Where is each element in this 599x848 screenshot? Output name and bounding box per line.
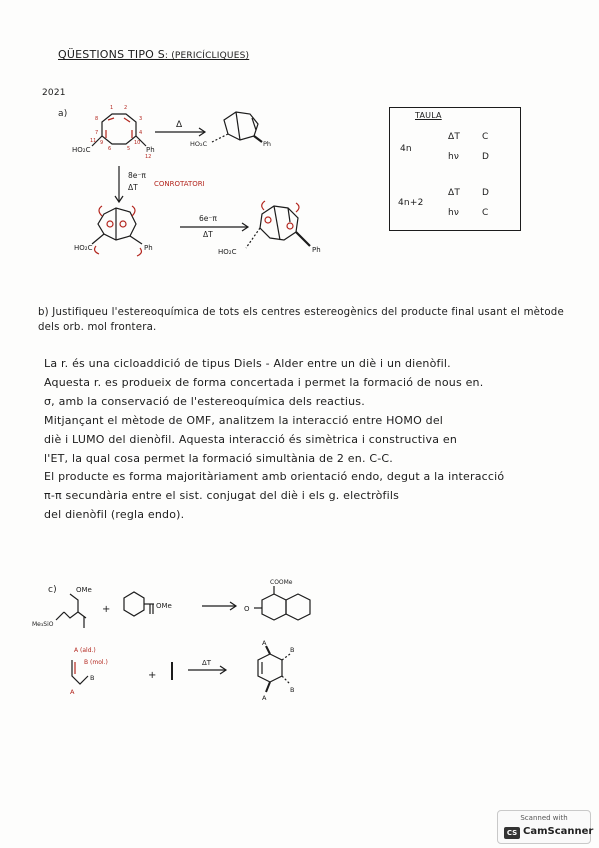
atom-label: 11 (90, 138, 97, 144)
answer-line: El producte es forma majoritàriament amb orientació endo, degut a la interacció (44, 470, 505, 484)
table-mode: D (482, 152, 490, 162)
arrow-3-label-bottom: ΔT (203, 230, 213, 239)
c-label-B: B (90, 674, 95, 682)
atom-label: 1 (110, 105, 114, 111)
answer-line: σ, amb la conservació de l'estereoquímica dels reactius. (44, 394, 365, 408)
final-product-left-group: HO₂C (218, 248, 237, 256)
atom-label: 8 (95, 116, 99, 122)
answer-line: del dienòfil (regla endo). (44, 508, 185, 522)
camscanner-logo-icon: CS (504, 827, 520, 839)
c-reaction-2-product (258, 646, 290, 692)
atom-label: 3 (139, 116, 143, 122)
answer-line: π-π secundària entre el sist. conjugat del diè i els g. electròfils (44, 489, 400, 503)
atom-label: 10 (134, 140, 141, 146)
product-1-structure (212, 112, 262, 142)
intermediate-left-group: HO₂C (74, 244, 93, 252)
rules-table-title: TAULA (415, 111, 442, 120)
c-label-A: A (70, 688, 75, 696)
c-product-B-top: B (290, 646, 295, 654)
year-label: 2021 (42, 88, 66, 98)
answer-line: Mitjançant el mètode de OMF, analitzem la interacció entre HOMO del (44, 413, 444, 427)
final-product-right-group: Ph (312, 246, 321, 254)
atom-label: 12 (145, 154, 152, 160)
c-arrow-2-label: ΔT (202, 659, 212, 667)
scanner-caption: Scanned with (520, 814, 568, 822)
atom-label: 9 (100, 140, 104, 146)
table-group-4n: 4n (400, 144, 412, 154)
c-product-A-top: A (262, 639, 267, 647)
reactant-1-left-group: HO₂C (72, 146, 91, 154)
part-c-label: c) (48, 585, 57, 595)
scanner-app-name: CamScanner (523, 826, 594, 837)
intermediate-right-group: Ph (144, 244, 153, 252)
part-b-question: b) Justifiqueu l'estereoquímica de tots els centres estereogènics del producte final usant el mètode dels orb. mol frontera. (38, 307, 564, 334)
c-product-ketone: O (244, 605, 250, 613)
table-mode: D (482, 188, 490, 198)
final-product-structure (246, 201, 310, 248)
product-1-left-group: HO₂C (190, 140, 208, 148)
c-product-top-group: COOMe (270, 579, 293, 586)
title-subtitle: : (PERICÍCLIQUES) (164, 51, 250, 61)
table-cond: ΔT (448, 188, 461, 198)
part-b-answer (44, 355, 574, 525)
table-group-4n2: 4n+2 (398, 198, 424, 208)
arrow-2-label-bottom: ΔT (128, 183, 138, 192)
c-reaction-1-product (254, 586, 310, 620)
c-reagent2-group: OMe (156, 602, 172, 610)
conrotatory-label: CONROTATORI (154, 180, 205, 188)
table-cond: ΔT (448, 132, 461, 142)
c-label-A-top: A (ald.) (74, 647, 96, 654)
atom-label: 5 (127, 146, 131, 152)
atom-label: 2 (124, 105, 128, 111)
atom-label: 7 (95, 130, 99, 136)
scanner-watermark (497, 810, 594, 844)
atom-label: 4 (139, 130, 143, 136)
answer-line: Aquesta r. es produeix de forma concertada i permet la formació de nous en. (44, 375, 484, 389)
table-mode: C (482, 132, 489, 142)
c-product-B-bottom: B (290, 686, 295, 694)
table-mode: C (482, 208, 489, 218)
c-plus-sign-2: + (148, 670, 157, 681)
c-reaction-1-dienophile (124, 592, 154, 616)
title-text: QÜESTIONS TIPO S (58, 48, 165, 61)
arrow-1-label: Δ (176, 120, 183, 130)
c-reagent-left-group: Me₃SiO (32, 621, 54, 628)
answer-line: l'ET, la qual cosa permet la formació simultània de 2 en. C-C. (44, 451, 393, 465)
arrow-2-label-top: 8e⁻π (128, 171, 146, 180)
c-reaction-1-diene (56, 594, 86, 628)
answer-line: diè i LUMO del dienòfil. Aquesta interacció és simètrica i constructiva en (44, 432, 457, 446)
intermediate-structure (92, 206, 142, 256)
part-a-label: a) (58, 109, 68, 119)
arrow-3-label-top: 6e⁻π (199, 214, 217, 223)
c-product-A-bottom: A (262, 694, 267, 702)
c-reagent-top-group: OMe (76, 586, 92, 594)
table-cond: hν (448, 208, 460, 218)
atom-numbering (90, 105, 151, 160)
product-1-right-group: Ph (263, 140, 272, 148)
reactant-1-right-group: Ph (146, 146, 155, 154)
table-cond: hν (448, 152, 460, 162)
c-plus-sign: + (102, 604, 111, 615)
atom-label: 6 (108, 146, 112, 152)
answer-line: La r. és una cicloaddició de tipus Diels - Alder entre un diè i un dienòfil. (44, 357, 451, 370)
c-label-B-top: B (mol.) (84, 659, 108, 666)
